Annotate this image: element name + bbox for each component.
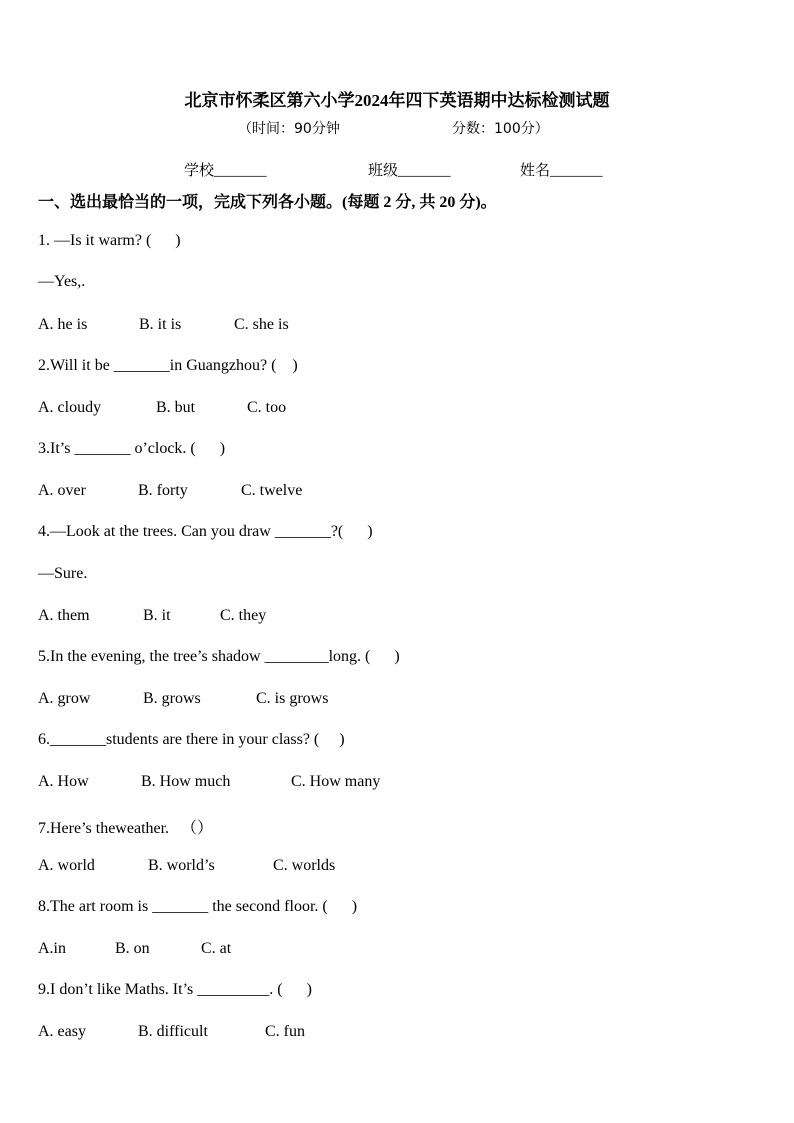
option-c: C. at [201,940,232,957]
option-a: A. grow [38,690,91,707]
question-8-stem: 8.The art room is _______ the second floor. ( ) [38,898,358,915]
question-7-stem: 7.Here’s theweather. （） [38,820,214,837]
question-4-stem: 4.—Look at the trees. Can you draw _______?( ) [38,523,373,540]
question-4-reply: —Sure. [38,565,88,582]
question-5-stem: 5.In the evening, the tree’s shadow ________long. ( ) [38,648,400,665]
option-b: B. world’s [148,857,215,874]
exam-time: （时间：90分钟 [238,121,340,137]
option-b: B. How much [141,773,231,790]
option-c: C. is grows [256,690,329,707]
option-c: C. How many [291,773,381,790]
school-field: 学校_______ [184,163,267,179]
option-b: B. difficult [138,1023,208,1040]
option-a: A. them [38,607,90,624]
question-1-reply: —Yes,. [38,273,86,290]
option-b: B. but [156,399,196,416]
option-a: A. cloudy [38,399,102,416]
page-title: 北京市怀柔区第六小学2024年四下英语期中达标检测试题 [184,91,610,110]
option-a: A. he is [38,316,88,333]
option-a: A. over [38,482,86,499]
option-c: C. fun [265,1023,305,1040]
name-field: 姓名_______ [520,163,603,179]
option-b: B. it [143,607,171,624]
option-c: C. worlds [273,857,336,874]
class-field: 班级_______ [368,163,451,179]
option-a: A. world [38,857,95,874]
question-1-stem: 1. —Is it warm? ( ) [38,232,181,249]
option-b: B. it is [139,316,182,333]
question-6-stem: 6._______students are there in your class? ( ) [38,731,345,748]
option-b: B. forty [138,482,188,499]
question-9-stem: 9.I don’t like Maths. It’s _________. ( ) [38,981,312,998]
option-b: B. grows [143,690,201,707]
option-a: A. easy [38,1023,86,1040]
option-c: C. she is [234,316,289,333]
option-b: B. on [115,940,150,957]
option-c: C. too [247,399,287,416]
option-a: A. How [38,773,89,790]
question-3-stem: 3.It’s _______ o’clock. ( ) [38,440,226,457]
section-heading: 一、选出最恰当的一项，完成下列各小题。(每题 2 分, 共 20 分)。 [38,194,497,211]
question-2-stem: 2.Will it be _______in Guangzhou? ( ) [38,357,298,374]
option-a: A.in [38,940,66,957]
option-c: C. twelve [241,482,303,499]
option-c: C. they [220,607,267,624]
exam-score: 分数：100分） [452,121,549,137]
